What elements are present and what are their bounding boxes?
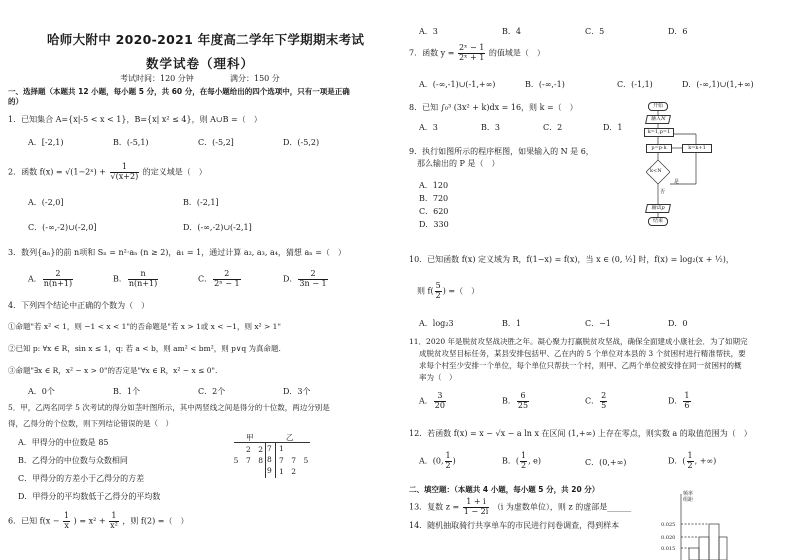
stem-leaf-row1-stem: 7 [267, 444, 272, 453]
q9-option-a[interactable]: A．120 [419, 181, 449, 190]
stem-leaf-row2-right: 7 7 5 [279, 456, 309, 465]
q8-option-c[interactable]: C．2 [543, 123, 563, 132]
program-flowchart [644, 100, 714, 238]
q2-option-b[interactable]: B．(-2,1] [183, 198, 219, 207]
q12-option-d[interactable]: D．( $\frac{1}{2}$ , +∞) [668, 451, 717, 470]
q7-option-d[interactable]: D．(-∞,1)∪(1,+∞) [682, 80, 754, 89]
q4-option-c[interactable]: C．2个 [198, 387, 226, 396]
q6-option-b[interactable]: B．4 [502, 27, 521, 36]
q4-option-d[interactable]: D．3个 [283, 387, 311, 396]
histogram-tick-1: 0.025 [661, 522, 676, 528]
q1-option-d[interactable]: D．(-5,2) [283, 138, 320, 147]
q12-option-b[interactable]: B．( $\frac{1}{2}$ , e) [502, 451, 542, 470]
q5-option-d[interactable]: D．甲得分的平均数低于乙得分的平均数 [18, 492, 161, 501]
stem-leaf-row1-left: 2 2 [245, 445, 263, 454]
q14-stem: 14．随机抽取骑行共享单车的市民进行问卷调查，得到样本 [409, 521, 620, 530]
q12-option-c[interactable]: C．(0,+∞) [585, 458, 627, 467]
q9-option-b[interactable]: B．720 [419, 194, 449, 203]
flowchart-cond-text: k<N [650, 168, 662, 174]
stem-leaf-plot [232, 432, 312, 478]
q8-stem: 8．已知 ∫₀³ (3x² + k)dx = 16，则 k =（ ） [409, 103, 578, 112]
q9-option-c[interactable]: C．620 [419, 207, 449, 216]
q11-stem-line2: 成脱贫攻坚目标任务，某县安排包括甲、乙在内的 5 个单位对本县的 3 个贫困村进行精准帮扶，要 [419, 349, 746, 358]
q4-statement-1: ①命题"若 x² < 1，则 −1 < x < 1"的否命题是"若 x > 1或 x < −1，则 x² > 1" [8, 322, 281, 331]
q4-statement-2: ②已知 p: ∀x ∈ R，sin x ≤ 1，q: 若 a < b，则 am² < bm²，则 p∨q 为真命题. [8, 344, 281, 353]
q11-option-a[interactable]: A． $\frac{3}{20}$ [419, 391, 445, 410]
flowchart-init: k=1,p=1 [644, 128, 674, 137]
q8-option-a[interactable]: A．3 [419, 123, 438, 132]
section1-heading-cont: 的） [8, 97, 23, 106]
stem-leaf-row1-right: 1 [279, 444, 284, 453]
q1-option-a[interactable]: A．[-2,1) [28, 138, 64, 147]
flowchart-output: 输出p [645, 204, 671, 213]
q7-option-b[interactable]: B．(-∞,-1) [525, 80, 565, 89]
flowchart-inc: k=k+1 [682, 144, 712, 153]
q12-stem: 12．若函数 f(x) = x − √x − a ln x 在区间 (1,+∞) 上存在零点，则实数 a 的取值范围为（ ） [409, 429, 752, 438]
q8-option-d[interactable]: D．1 [603, 123, 623, 132]
stem-leaf-row3-right: 1 2 [279, 467, 297, 476]
q9-stem: 9．执行如图所示的程序框图，如果输入的 N 是 6， [409, 147, 594, 156]
flowchart-assign: p=p·k [646, 144, 672, 153]
q5-option-c[interactable]: C．甲得分的方差小于乙得分的方差 [18, 474, 145, 483]
q10-option-c[interactable]: C．−1 [585, 319, 611, 328]
histogram-tick-3: 0.015 [661, 546, 676, 552]
q3-option-b[interactable]: B． $\frac{n}{n(n+1)}$ [113, 269, 158, 288]
q10-option-d[interactable]: D．0 [668, 319, 688, 328]
q10-stem-cont: 则 f( $\frac{5}{2}$ ) =（ ） [417, 281, 480, 300]
flowchart-start: 开始 [648, 102, 668, 111]
q7-option-a[interactable]: A．(-∞,-1)∪(-1,+∞) [419, 80, 496, 89]
q13-stem: 13．复数 z = $\frac{1 + i}{1 - 2i}$ （i 为虚数单位），则 z 的虚部是______ [409, 497, 632, 516]
q4-option-b[interactable]: B．1个 [113, 387, 140, 396]
q11-option-c[interactable]: C． $\frac{2}{5}$ [585, 391, 607, 410]
exam-score: 满分：150 分 [230, 74, 280, 83]
q3-option-c[interactable]: C． $\frac{2}{\text{2ⁿ − 1}}$ [198, 269, 240, 288]
q11-option-d[interactable]: D． $\frac{1}{6}$ [668, 391, 690, 410]
q12-option-a[interactable]: A．(0, $\frac{1}{2}$ ) [419, 451, 456, 470]
q6-option-a[interactable]: A．3 [419, 27, 438, 36]
flowchart-no-label: 否 [660, 189, 666, 195]
q2-stem: 2．函数 f(x) = √(1−2ˣ) + $\frac{1}{√(x+2)}$ 的定义域是（ ） [8, 162, 207, 181]
q11-option-b[interactable]: B． $\frac{6}{25}$ [502, 391, 529, 410]
q6-stem: 6．已知 f(x − $\frac{1}{x}$ ) = x² + $\frac{1}{\text{x²}}$ ，则 f(2) =（ ） [8, 511, 189, 530]
histogram-ylabel: 频率 [683, 491, 694, 497]
q4-stem: 4．下列四个结论中正确的个数为（ ） [8, 301, 150, 310]
frequency-histogram [661, 490, 729, 560]
q10-stem: 10．已知函数 f(x) 定义域为 R，f(1−x) = f(x)，当 x ∈ (0, ½] 时，f(x) = log₂(x + ½)， [409, 255, 734, 264]
stem-leaf-row2-stem: 8 [267, 455, 272, 464]
q5-option-b[interactable]: B．乙得分的中位数与众数相同 [18, 456, 128, 465]
exam-title: 哈师大附中 2020-2021 年度高二学年下学期期末考试 [47, 32, 365, 47]
flowchart-yes-label: 是 [674, 179, 680, 185]
q5-stem-cont: 得，乙得分的个位数，则下列结论错误的是（ ） [8, 419, 173, 428]
q7-option-c[interactable]: C．(-1,1) [617, 80, 653, 89]
histogram-bars [665, 490, 729, 560]
q9-option-d[interactable]: D．330 [419, 220, 449, 229]
exam-subtitle: 数学试卷（理科） [146, 56, 255, 71]
q6-option-d[interactable]: D．6 [668, 27, 688, 36]
q11-stem-line3: 求每个村至少安排一个单位，每个单位只帮扶一个村，则甲、乙两个单位被安排在同一贫困村的概 [419, 361, 742, 370]
flowchart-end: 结束 [648, 217, 668, 226]
q11-stem-line4: 率为（ ） [419, 373, 457, 382]
q9-stem-cont: 那么输出的 P 是（ ） [417, 159, 500, 168]
q3-option-d[interactable]: D． $\frac{2}{3n - 1}$ [283, 269, 327, 288]
q2-option-a[interactable]: A．(-2,0] [28, 198, 64, 207]
q7-stem: 7．函数 y = $\frac{\text{2ˣ − 1}}{\text{2ˣ + 1}}$ 的值域是（ ） [409, 43, 545, 62]
q2-option-d[interactable]: D．(-∞,-2)∪(-2,1] [183, 223, 252, 232]
q6-option-c[interactable]: C．5 [585, 27, 605, 36]
section2-heading: 二、填空题：（本题共 4 小题，每小题 5 分，共 20 分） [409, 485, 600, 494]
histogram-tick-2: 0.020 [661, 535, 676, 541]
stem-leaf-row3-stem: 9 [267, 466, 272, 475]
q10-option-b[interactable]: B．1 [502, 319, 521, 328]
q3-stem: 3．数列{aₙ}的前 n项和 Sₙ = n²·aₙ (n ≥ 2)，a₁ = 1，通过计算 a₂, a₃, a₄，猜想 aₙ =（ ） [8, 248, 346, 257]
section1-heading: 一、选择题（本题共 12 小题，每小题 5 分，共 60 分，在每小题给出的四个选项中，只有一项是正确 [8, 87, 350, 96]
q4-statement-3: ③命题"∃x ∈ R，x² − x > 0"的否定是"∀x ∈ R，x² − x ≤ 0". [8, 366, 218, 375]
q5-option-a[interactable]: A．甲得分的中位数是 85 [18, 438, 109, 447]
q5-stem: 5．甲，乙两名同学 5 次考试的得分如茎叶图所示，其中两竖线之间是得分的十位数，两边分别是 [8, 403, 330, 412]
q10-option-a[interactable]: A．log₂3 [419, 319, 454, 328]
stem-leaf-head-right: 乙 [286, 433, 294, 442]
exam-time: 考试时间：120 分钟 [120, 74, 194, 83]
q2-option-c[interactable]: C．(-∞,-2)∪(-2,0] [28, 223, 97, 232]
stem-leaf-head-left: 甲 [246, 433, 254, 442]
q2-fraction: $\frac{1}{√(x+2)}$ [110, 162, 139, 181]
flowchart-decision [646, 160, 670, 184]
q11-stem: 11．2020 年是脱贫攻坚战决胜之年。凝心聚力打赢脱贫攻坚战，确保全面建成小康社会．为了如期完 [409, 337, 748, 346]
q1-option-c[interactable]: C．(-5,2] [198, 138, 234, 147]
q8-option-b[interactable]: B．3 [481, 123, 500, 132]
q4-option-a[interactable]: A．0个 [28, 387, 55, 396]
q1-stem: 1．已知集合 A={x|-5 < x < 1}，B={x| x² ≤ 4}，则 A∪B =（ ） [8, 115, 262, 124]
stem-leaf-row2-left: 5 7 8 [233, 456, 263, 465]
q3-option-a[interactable]: A． $\frac{2}{n(n+1)}$ [28, 269, 73, 288]
histogram-ylabel-denominator: 组距 [683, 497, 694, 503]
flowchart-input: 输入N [645, 115, 671, 124]
q1-option-b[interactable]: B．(-5,1) [113, 138, 149, 147]
